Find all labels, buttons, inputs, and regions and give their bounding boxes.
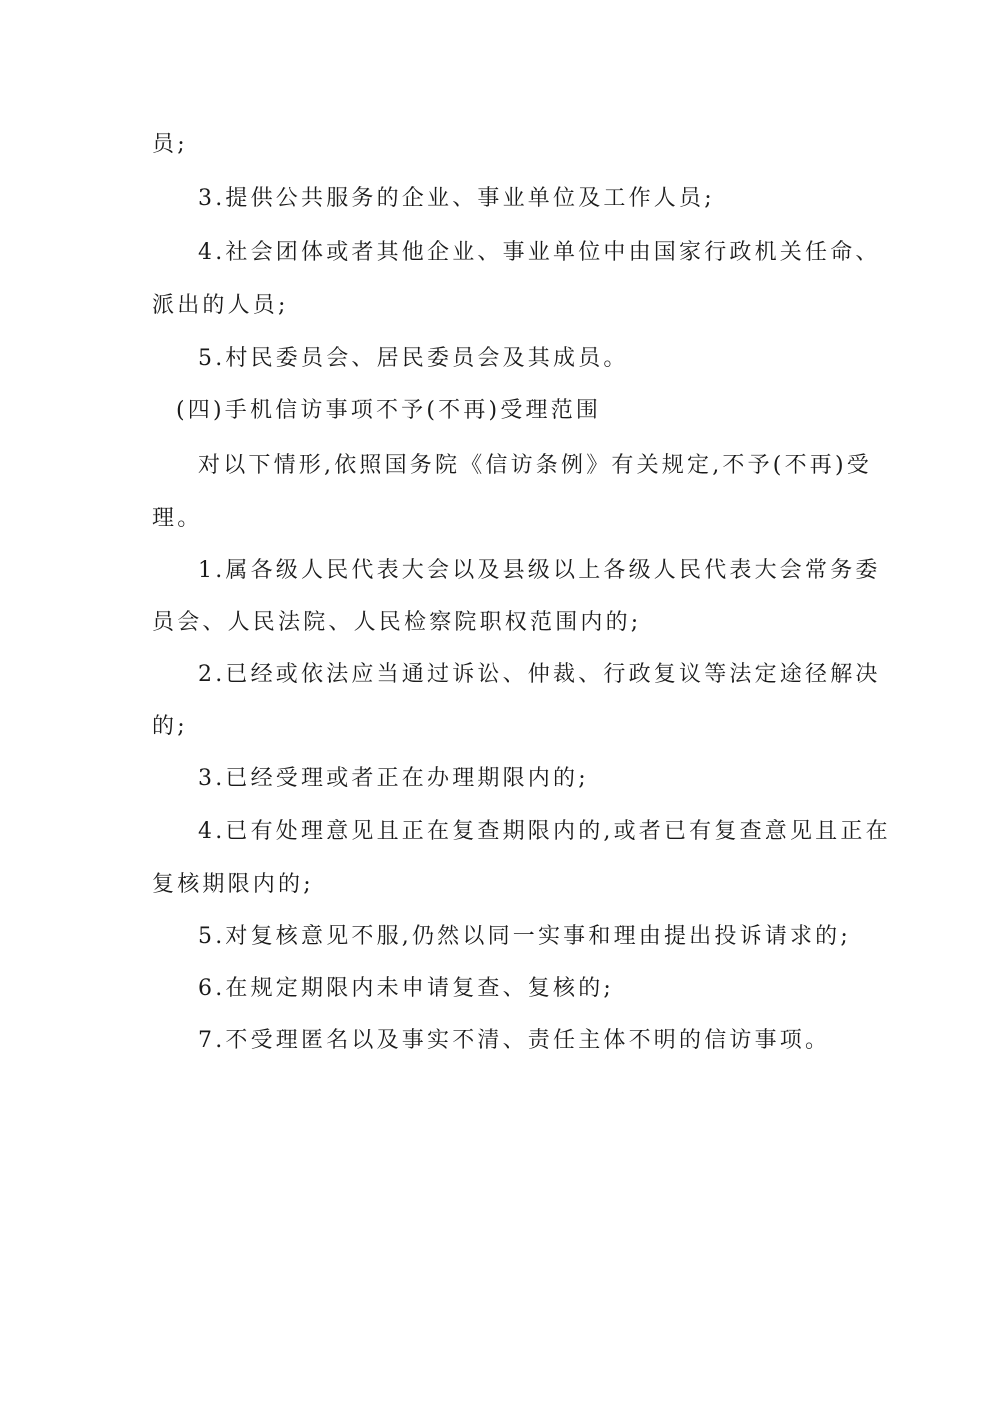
text-line: 3.已经受理或者正在办理期限内的; xyxy=(198,766,589,791)
text-line: 派出的人员; xyxy=(152,293,289,318)
section-heading: (四)手机信访事项不予(不再)受理范围 xyxy=(176,398,602,423)
text-line: 4.已有处理意见且正在复查期限内的,或者已有复查意见且正在 xyxy=(198,819,891,844)
text-line: 4.社会团体或者其他企业、事业单位中由国家行政机关任命、 xyxy=(198,240,881,265)
text-line: 理。 xyxy=(152,506,203,531)
text-line: 复核期限内的; xyxy=(152,872,314,897)
text-line: 2.已经或依法应当通过诉讼、仲裁、行政复议等法定途径解决 xyxy=(198,662,881,687)
text-line: 对以下情形,依照国务院《信访条例》有关规定,不予(不再)受 xyxy=(198,453,872,478)
text-line: 1.属各级人民代表大会以及县级以上各级人民代表大会常务委 xyxy=(198,558,881,583)
text-line: 5.对复核意见不服,仍然以同一实事和理由提出投诉请求的; xyxy=(198,924,851,949)
text-line: 员会、人民法院、人民检察院职权范围内的; xyxy=(152,610,642,635)
text-line: 的; xyxy=(152,714,188,739)
text-line: 员; xyxy=(152,132,188,157)
text-line: 6.在规定期限内未申请复查、复核的; xyxy=(198,976,615,1001)
text-line: 3.提供公共服务的企业、事业单位及工作人员; xyxy=(198,186,715,211)
text-line: 5.村民委员会、居民委员会及其成员。 xyxy=(198,346,629,371)
text-line: 7.不受理匿名以及事实不清、责任主体不明的信访事项。 xyxy=(198,1028,831,1053)
